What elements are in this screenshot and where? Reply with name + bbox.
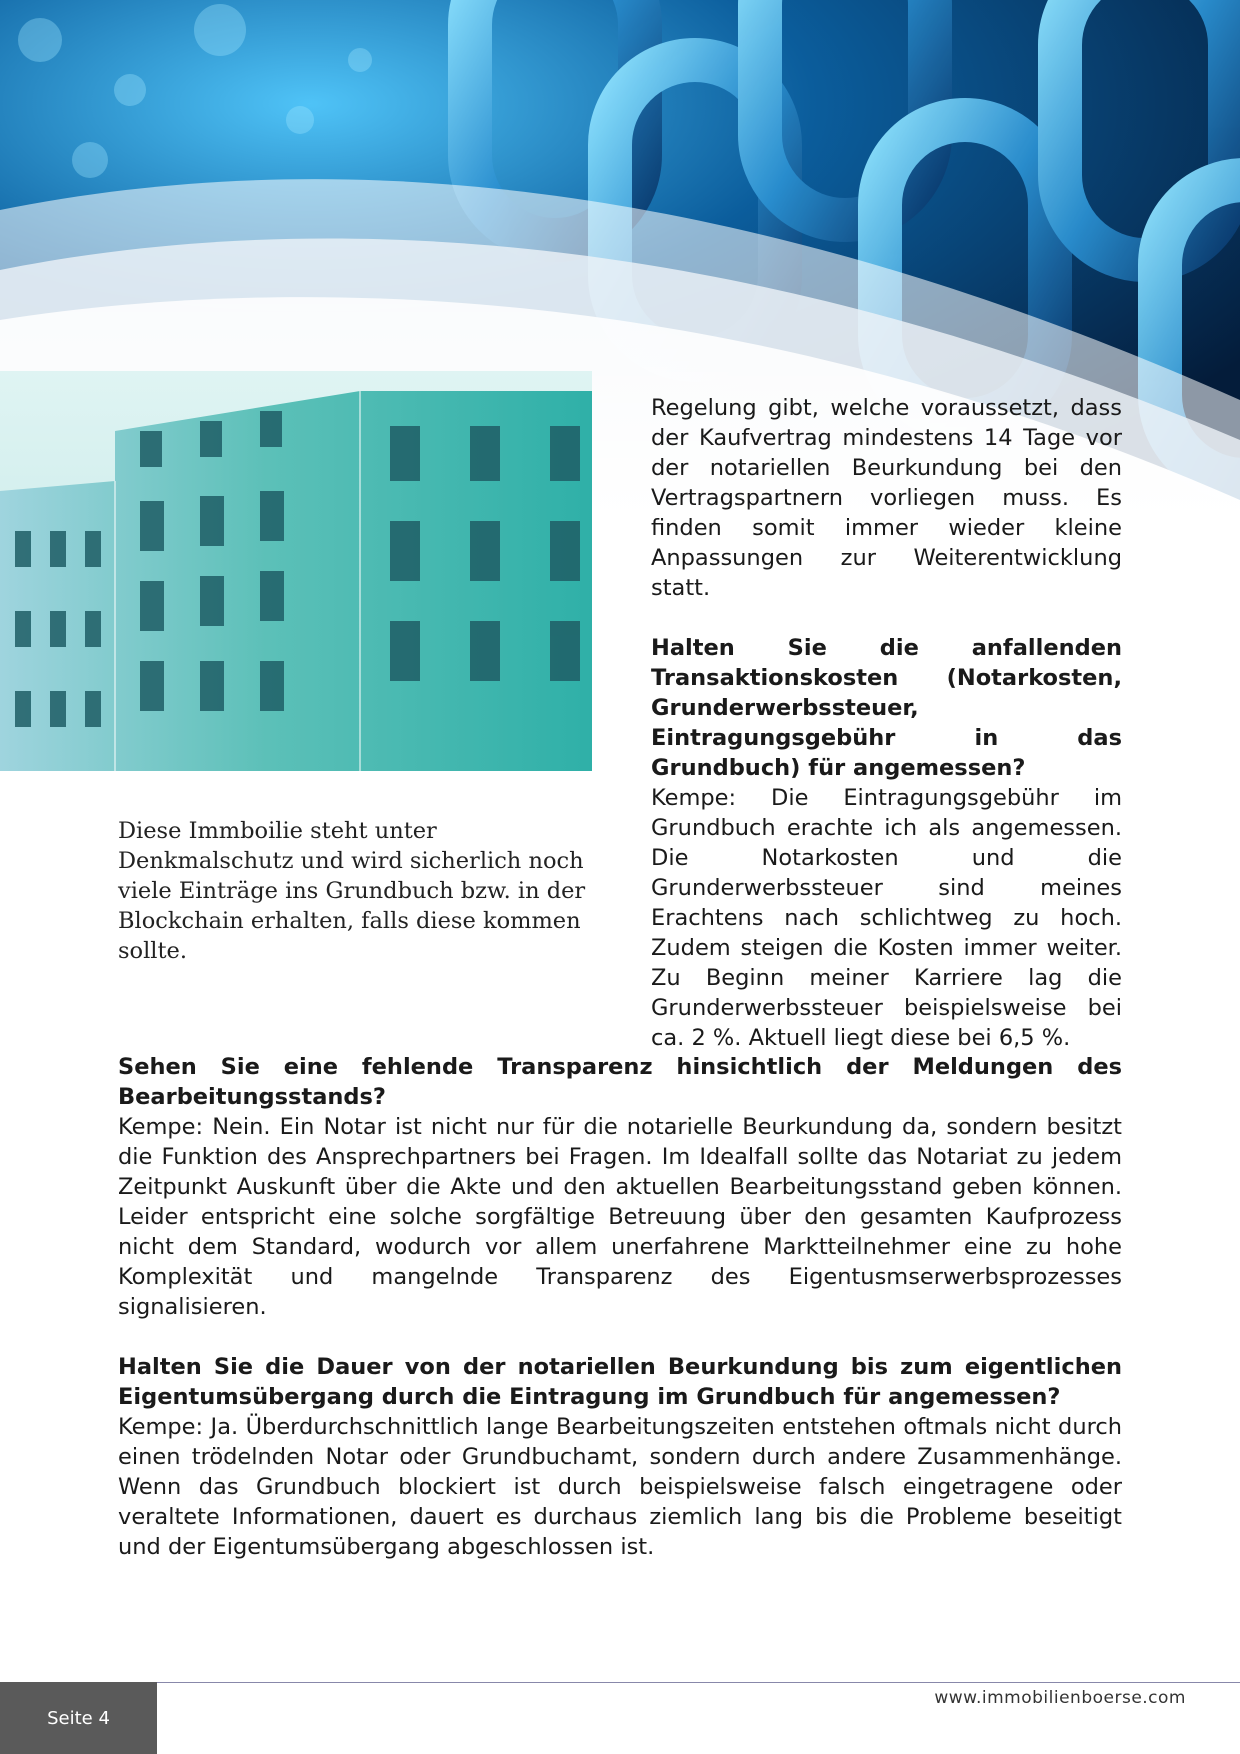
- question-duration: Halten Sie die Dauer von der notariellen Beurkundung bis zum eigentlichen Eigentumsübergang durch die Eintragung im Grundbuch für angemessen?: [118, 1354, 1122, 1410]
- image-caption: Diese Immboilie steht unter Denkmalschutz und wird sicherlich noch viele Einträge ins Grundbuch bzw. in der Blockchain erhalten, falls diese kommen sollte.: [118, 818, 586, 964]
- right-column: [651, 393, 1122, 1053]
- question-transparency: Sehen Sie eine fehlende Transparenz hinsichtlich der Meldungen des Bearbeitungsstands?: [118, 1054, 1122, 1110]
- continuation-paragraph: Regelung gibt, welche voraussetzt, dass der Kaufvertrag mindestens 14 Tage vor der notariellen Beurkundung bei den Vertragspartnern vorliegen muss. Es finden somit immer wieder kleine Anpassungen zur Weiterentwicklung statt.: [651, 395, 1122, 601]
- answer-transaction-costs: Kempe: Die Eintragungsgebühr im Grundbuch erachte ich als angemessen. Die Notarkosten und die Grunderwerbssteuer sind meines Erachtens nach schlichtweg zu hoch. Zudem steigen die Kosten immer weiter. Zu Beginn meiner Karriere lag die Grunderwerbssteuer beispielsweise bei ca. 2 %. Aktuell liegt diese bei 6,5 %.: [651, 785, 1122, 1051]
- question-transaction-costs: Halten Sie die anfallenden Transaktionskosten (Notarkosten, Grunderwerbssteuer, Eintragungsgebühr in das Grundbuch) für angemessen?: [651, 635, 1122, 781]
- section-transparency: [118, 1052, 1122, 1322]
- answer-duration: Kempe: Ja. Überdurchschnittlich lange Bearbeitungszeiten entstehen oftmals nicht durch einen trödelnden Notar oder Grundbuchamt, sondern durch andere Zusammenhänge. Wenn das Grundbuch blockiert ist durch beispielsweise falsch eingetragene oder veraltete Informationen, dauert es durchaus ziemlich lang bis die Probleme beseitigt und der Eigentumsübergang abgeschlossen ist.: [118, 1414, 1122, 1560]
- footer-url: www.immobilienboerse.com: [934, 1688, 1186, 1708]
- section-duration: [118, 1352, 1122, 1562]
- answer-transparency: Kempe: Nein. Ein Notar ist nicht nur für die notarielle Beurkundung da, sondern besitzt die Funktion des Ansprechpartners bei Fragen. Im Idealfall sollte das Notariat zu jedem Zeitpunkt Auskunft über die Akte und den aktuellen Bearbeitungsstand geben können. Leider entspricht eine solche sorgfältige Betreuung über den gesamten Kaufprozess nicht dem Standard, wodurch vor allem unerfahrene Marktteilnehmer eine zu hohe Komplexität und mangelnde Transparenz des Eigentusmserwerbsprozesses signalisieren.: [118, 1114, 1122, 1320]
- footer-divider: [157, 1682, 1240, 1683]
- page-number: Seite 4: [0, 1682, 157, 1754]
- building-photo: [0, 371, 592, 771]
